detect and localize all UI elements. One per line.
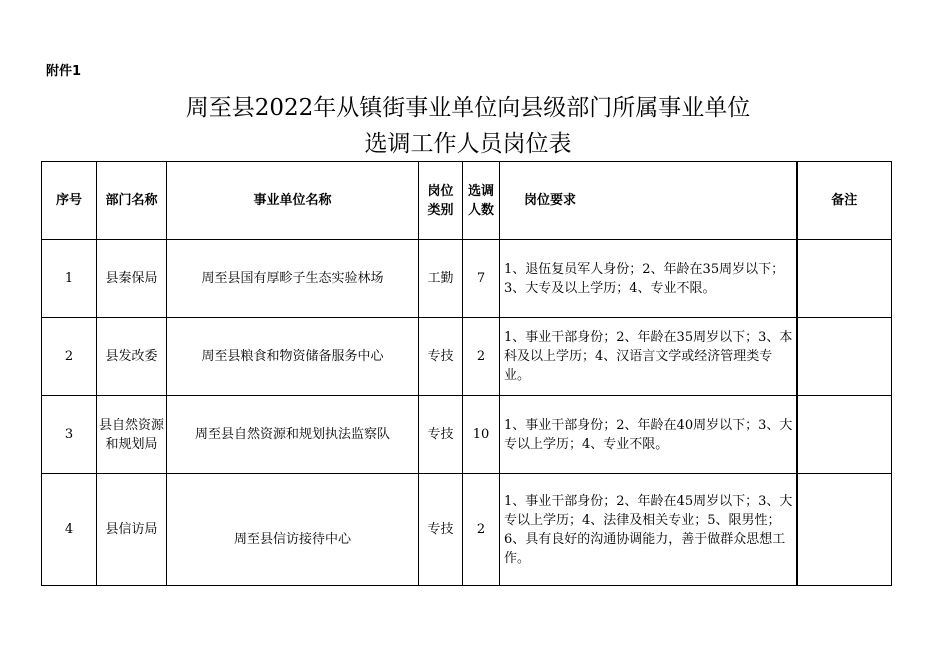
cell-unit <box>167 474 419 586</box>
cell-seq: 2 <box>42 318 97 396</box>
header-count <box>463 162 500 240</box>
cell-dept: 县自然资源和规划局 <box>97 396 167 474</box>
document-title: 周至县2022年从镇街事业单位向县级部门所属事业单位 <box>185 95 751 121</box>
cell-category: 工勤 <box>419 240 463 318</box>
cell-unit-text: 周至县信访接待中心 <box>233 532 351 547</box>
header-category <box>419 162 463 240</box>
cell-count: 7 <box>463 240 500 318</box>
cell-unit: 周至县粮食和物资储备服务中心 <box>167 318 419 396</box>
cell-count: 10 <box>463 396 500 474</box>
cell-unit: 周至县自然资源和规划执法监察队 <box>167 396 419 474</box>
table-row <box>42 240 892 318</box>
cell-req: 1、退伍复员军人身份；2、年龄在35周岁以下；3、大专及以上学历；4、专业不限。 <box>500 240 797 318</box>
header-unit: 事业单位名称 <box>167 162 419 240</box>
cell-notes <box>797 474 892 586</box>
header-seq: 序号 <box>42 162 97 240</box>
cell-category: 专技 <box>419 396 463 474</box>
header-dept: 部门名称 <box>97 162 167 240</box>
cell-dept: 县秦保局 <box>97 240 167 318</box>
header-category-line2: 类别 <box>427 202 454 218</box>
header-notes: 备注 <box>797 162 892 240</box>
cell-category: 专技 <box>419 318 463 396</box>
table-row <box>42 474 892 586</box>
cell-notes <box>797 240 892 318</box>
cell-req: 1、事业干部身份；2、年龄在35周岁以下；3、本科及以上学历；4、汉语言文学或经济管理类专业。 <box>500 318 797 396</box>
cell-count: 2 <box>463 474 500 586</box>
table-header-row <box>42 162 892 240</box>
cell-category: 专技 <box>419 474 463 586</box>
cell-unit: 周至县国有厚畛子生态实验林场 <box>167 240 419 318</box>
table-row <box>42 396 892 474</box>
header-count-line2: 人数 <box>467 202 494 218</box>
cell-req: 1、事业干部身份；2、年龄在45周岁以下；3、大专以上学历；4、法律及相关专业；5、限男性；6、具有良好的沟通协调能力，善于做群众思想工作。 <box>500 474 797 586</box>
cell-seq: 3 <box>42 396 97 474</box>
cell-seq: 1 <box>42 240 97 318</box>
cell-notes <box>797 318 892 396</box>
cell-dept: 县发改委 <box>97 318 167 396</box>
attachment-label: 附件1 <box>46 64 82 79</box>
header-req: 岗位要求 <box>500 162 797 240</box>
document-subtitle: 选调工作人员岗位表 <box>364 131 572 157</box>
positions-table <box>41 161 892 586</box>
table-row <box>42 318 892 396</box>
cell-notes <box>797 396 892 474</box>
cell-dept: 县信访局 <box>97 474 167 586</box>
cell-req: 1、事业干部身份；2、年龄在40周岁以下；3、大专以上学历；4、专业不限。 <box>500 396 797 474</box>
cell-count: 2 <box>463 318 500 396</box>
header-count-line1: 选调 <box>467 183 494 199</box>
cell-seq: 4 <box>42 474 97 586</box>
header-category-line1: 岗位 <box>427 183 454 199</box>
